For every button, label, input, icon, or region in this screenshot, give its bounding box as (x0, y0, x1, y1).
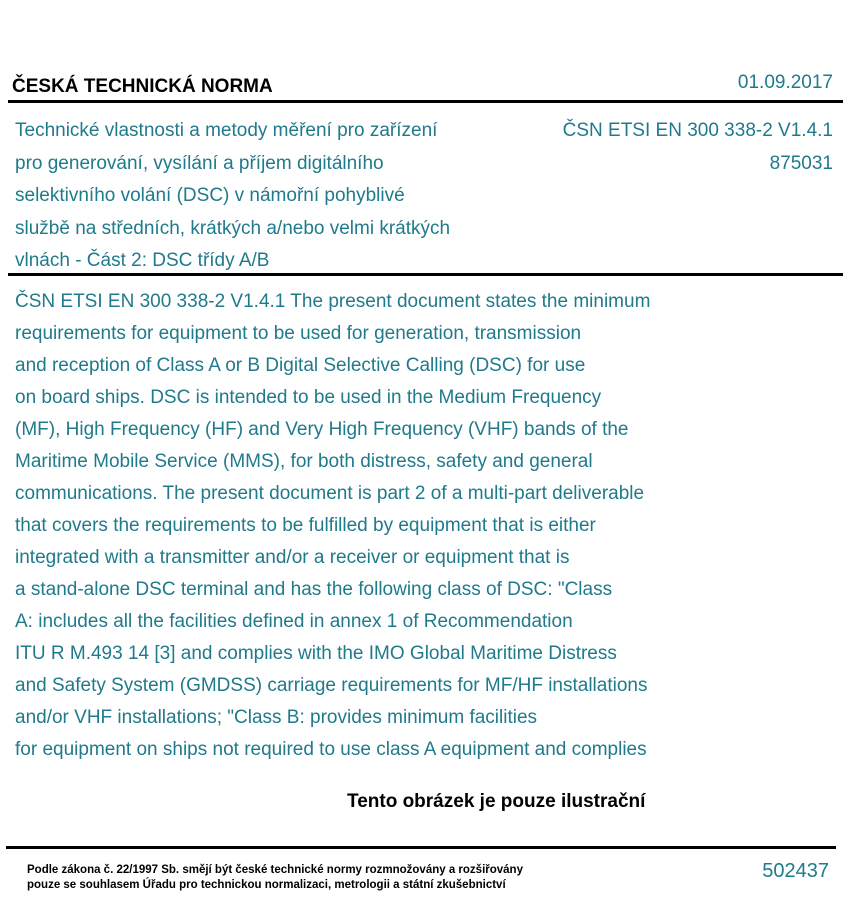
publication-date: 01.09.2017 (737, 72, 833, 93)
standard-code: ČSN ETSI EN 300 338-2 V1.4.1 (562, 120, 833, 141)
copyright-line: pouze se souhlasem Úřadu pro technickou normalizaci, metrologii a státní zkušebnictví (27, 879, 506, 891)
abstract-line: and/or VHF installations; "Class B: provides minimum facilities (15, 707, 538, 728)
abstract-line: a stand-alone DSC terminal and has the following class of DSC: "Class (15, 579, 613, 600)
abstract-line: (MF), High Frequency (HF) and Very High Frequency (VHF) bands of the (15, 419, 629, 440)
standard-title-line: vlnách - Část 2: DSC třídy A/B (15, 250, 270, 271)
standard-identifiers (563, 115, 833, 180)
document-type-title: ČESKÁ TECHNICKÁ NORMA (12, 76, 273, 97)
abstract-line: and reception of Class A or B Digital Selective Calling (DSC) for use (15, 355, 586, 376)
footer-divider (6, 846, 836, 849)
illustration-note: Tento obrázek je pouze ilustrační (347, 791, 646, 812)
abstract-line: that covers the requirements to be fulfilled by equipment that is either (15, 515, 596, 536)
abstract-line: ČSN ETSI EN 300 338-2 V1.4.1 The present document states the minimum (15, 291, 651, 312)
standard-title (15, 115, 525, 278)
abstract-line: communications. The present document is part 2 of a multi-part deliverable (15, 483, 645, 504)
document-number: 502437 (762, 860, 829, 882)
copyright-notice (27, 863, 523, 893)
standard-title-line: službě na středních, krátkých a/nebo velmi krátkých (15, 217, 451, 239)
abstract-line: on board ships. DSC is intended to be used in the Medium Frequency (15, 387, 602, 408)
abstract-line: requirements for equipment to be used for generation, transmission (15, 323, 582, 344)
standard-title-line: Technické vlastnosti a metody měření pro zařízení (15, 120, 438, 141)
standard-title-line: pro generování, vysílání a příjem digitálního (15, 152, 384, 174)
abstract-line: ITU R M.493 14 [3] and complies with the IMO Global Maritime Distress (15, 643, 617, 664)
title-divider (8, 273, 843, 276)
abstract-line: Maritime Mobile Service (MMS), for both distress, safety and general (15, 451, 593, 472)
abstract-text (15, 286, 750, 766)
abstract-line: and Safety System (GMDSS) carriage requirements for MF/HF installations (15, 675, 648, 696)
standard-title-line: selektivního volání (DSC) v námořní pohyblivé (15, 185, 405, 206)
abstract-line: integrated with a transmitter and/or a receiver or equipment that is (15, 547, 570, 568)
abstract-line: A: includes all the facilities defined in annex 1 of Recommendation (15, 611, 573, 632)
header-divider (8, 100, 843, 103)
copyright-line: Podle zákona č. 22/1997 Sb. smějí být české technické normy rozmnožovány a rozšiřovány (27, 864, 523, 876)
catalog-number: 875031 (769, 152, 833, 174)
abstract-line: for equipment on ships not required to use class A equipment and complies (15, 739, 647, 760)
